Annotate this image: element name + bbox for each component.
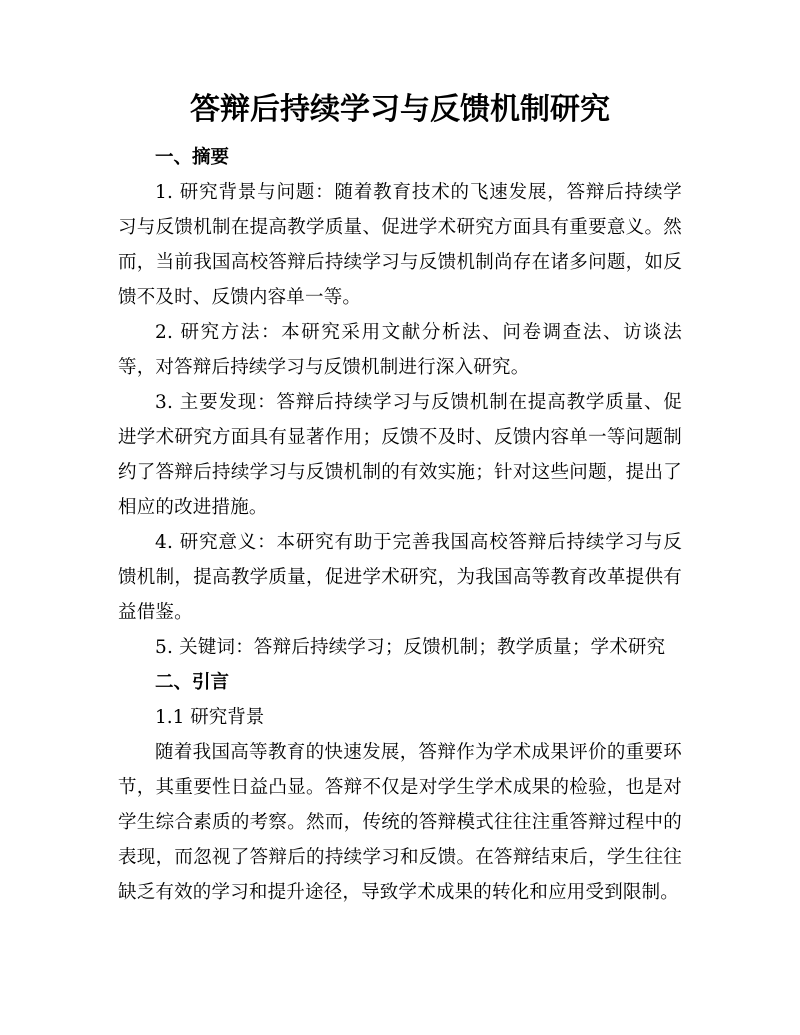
subsection-heading-background: 1.1 研究背景 xyxy=(155,707,265,728)
abstract-paragraph-3: 3. 主要发现：答辩后持续学习与反馈机制在提高教学质量、促进学术研究方面具有显著作用；反馈不及时、反馈内容单一等问题制约了答辩后持续学习与反馈机制的有效实施；针对这些问题，提出了相应的改进措施。 xyxy=(118,392,682,518)
abstract-paragraph-1: 1. 研究背景与问题：随着教育技术的飞速发展，答辩后持续学习与反馈机制在提高教学质量、促进学术研究方面具有重要意义。然而，当前我国高校答辩后持续学习与反馈机制尚存在诸多问题，如反馈不及时、反馈内容单一等。 xyxy=(118,182,682,308)
document-page xyxy=(118,88,682,910)
section-heading-introduction: 二、引言 xyxy=(155,672,230,693)
introduction-paragraph-1: 随着我国高等教育的快速发展，答辩作为学术成果评价的重要环节，其重要性日益凸显。答辩不仅是对学生学术成果的检验，也是对学生综合素质的考察。然而，传统的答辩模式往往注重答辩过程中的表现，而忽视了答辩后的持续学习和反馈。在答辩结束后，学生往往缺乏有效的学习和提升途径，导致学术成果的转化和应用受到限制。 xyxy=(118,742,682,903)
document-title: 答辩后持续学习与反馈机制研究 xyxy=(190,92,610,127)
abstract-paragraph-5: 5. 关键词：答辩后持续学习；反馈机制；教学质量；学术研究 xyxy=(155,637,666,658)
section-heading-abstract: 一、摘要 xyxy=(155,147,230,168)
abstract-paragraph-4: 4. 研究意义：本研究有助于完善我国高校答辩后持续学习与反馈机制，提高教学质量，促进学术研究，为我国高等教育改革提供有益借鉴。 xyxy=(118,532,682,623)
abstract-paragraph-2: 2. 研究方法：本研究采用文献分析法、问卷调查法、访谈法等，对答辩后持续学习与反馈机制进行深入研究。 xyxy=(118,322,682,378)
